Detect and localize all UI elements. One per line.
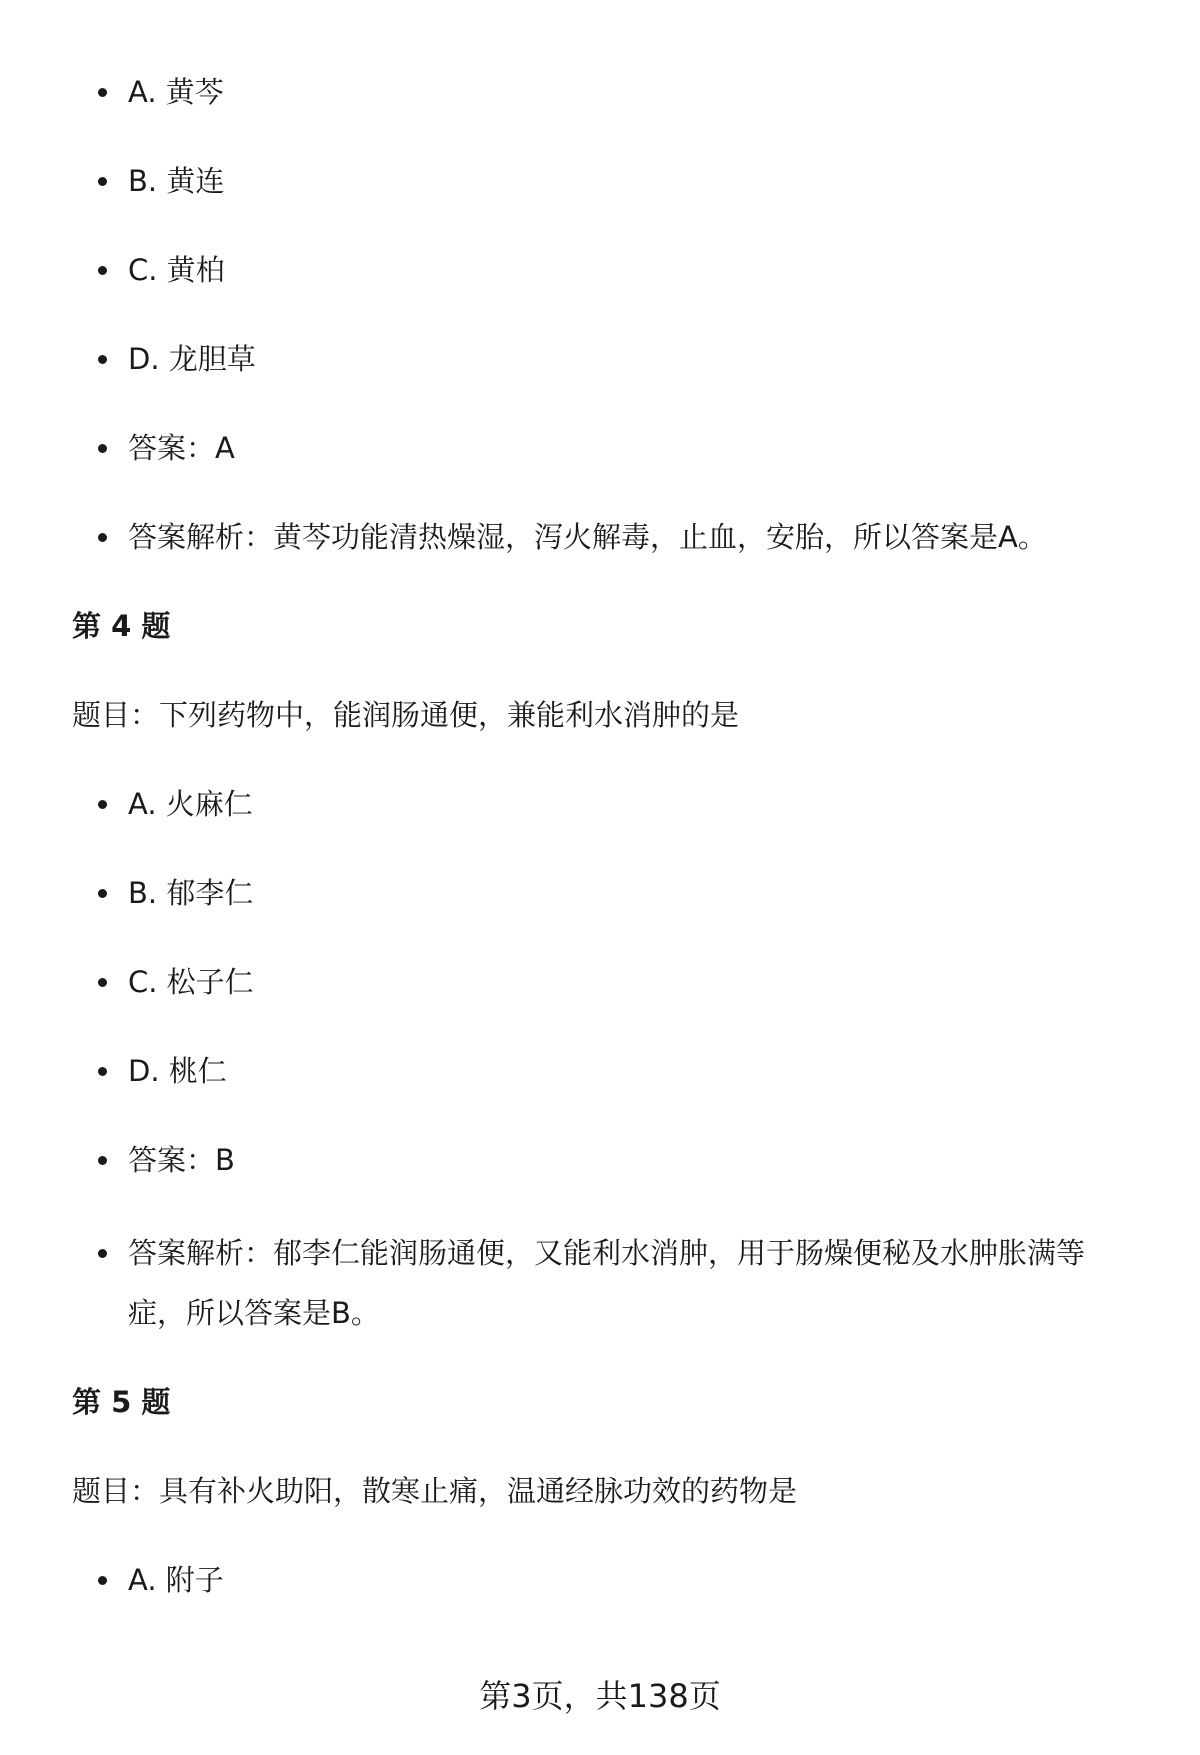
q5-title: 第 5 题	[72, 1385, 171, 1419]
q3-explanation: 答案解析：黄芩功能清热燥湿，泻火解毒，止血，安胎，所以答案是A。	[72, 507, 1132, 567]
q3-option-a: A. 黄芩	[72, 62, 1132, 122]
q4-answer: 答案：B	[72, 1130, 1132, 1190]
q4-title: 第 4 题	[72, 609, 171, 643]
q5-option-list	[72, 1550, 1132, 1610]
q3-option-d: D. 龙胆草	[72, 329, 1132, 389]
page-content	[72, 62, 1132, 1639]
q3-option-b: B. 黄连	[72, 151, 1132, 211]
q4-stem: 题目：下列药物中，能润肠通便，兼能利水消肿的是	[72, 698, 740, 732]
q4-option-list	[72, 774, 1132, 1343]
q3-option-c: C. 黄柏	[72, 240, 1132, 300]
q4-option-d: D. 桃仁	[72, 1041, 1132, 1101]
page-number-footer: 第3页，共138页	[479, 1677, 721, 1715]
q4-option-a: A. 火麻仁	[72, 774, 1132, 834]
q3-option-list	[72, 62, 1132, 567]
q5-stem: 题目：具有补火助阳，散寒止痛，温通经脉功效的药物是	[72, 1474, 798, 1508]
q4-option-b: B. 郁李仁	[72, 863, 1132, 923]
q5-option-a: A. 附子	[72, 1550, 1132, 1610]
q3-answer: 答案：A	[72, 418, 1132, 478]
q4-explanation: 答案解析：郁李仁能润肠通便，又能利水消肿，用于肠燥便秘及水肿胀满等症，所以答案是B。	[72, 1219, 1132, 1343]
q4-option-c: C. 松子仁	[72, 952, 1132, 1012]
